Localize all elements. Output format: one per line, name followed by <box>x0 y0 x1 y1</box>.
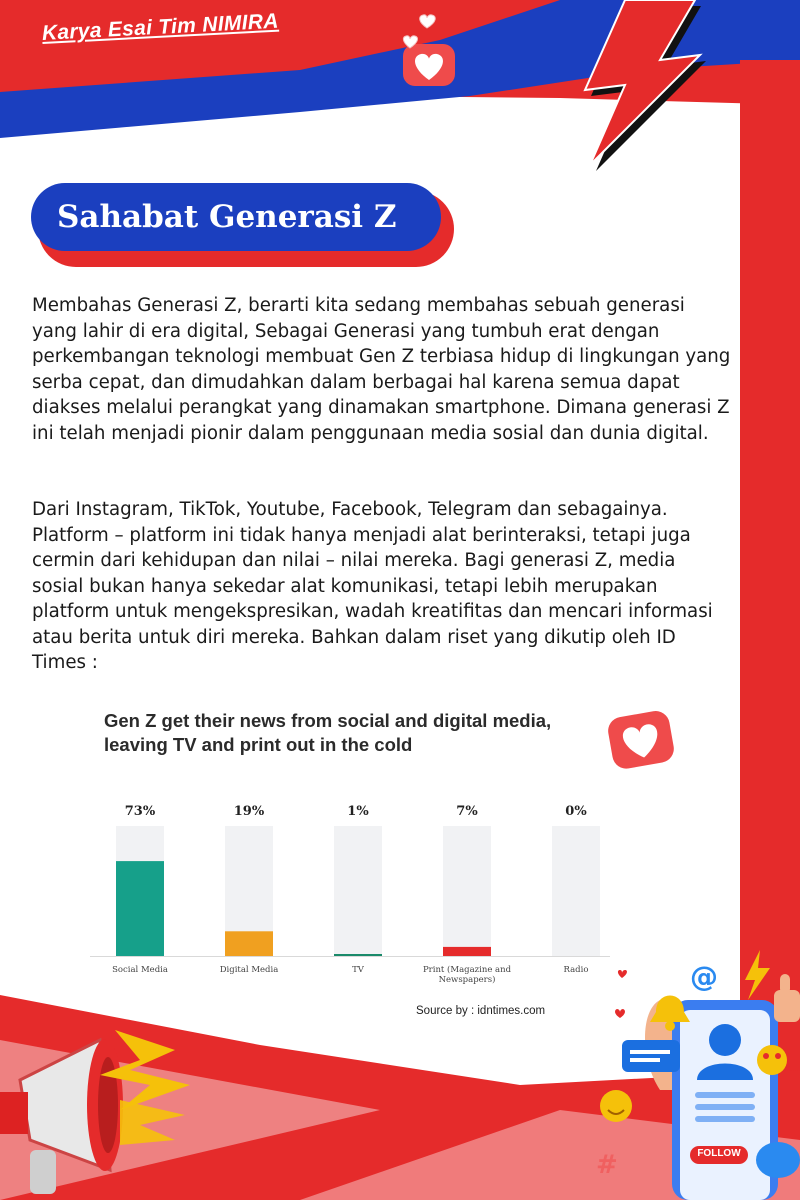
bar-value-label: 19% <box>233 804 265 819</box>
category-label: Print (Magazine and Newspapers) <box>422 965 512 985</box>
bar-value-label: 7% <box>456 804 478 819</box>
chart-title: Gen Z get their news from social and digital media, leaving TV and print out in the cold <box>104 710 552 755</box>
source-caption: Source by : idntimes.com <box>416 1005 546 1017</box>
category-label: Social Media <box>112 965 168 975</box>
bar <box>334 954 382 956</box>
bar-value-label: 73% <box>124 804 156 819</box>
category-label: TV <box>352 965 364 975</box>
bar-chart <box>90 790 610 990</box>
bar <box>225 931 273 956</box>
hash-symbol-icon: # <box>596 1150 618 1180</box>
category-label: Radio <box>563 965 589 975</box>
heart-icon <box>618 970 627 978</box>
bar-value-label: 1% <box>347 804 369 819</box>
at-symbol-icon: @ <box>690 960 718 993</box>
bar <box>443 947 491 956</box>
bar-track <box>334 826 382 956</box>
heart-icon <box>606 709 676 771</box>
section-title-pill <box>31 183 441 251</box>
section-title: Sahabat Generasi Z <box>57 199 397 235</box>
heart-icon <box>615 1009 625 1018</box>
header-title: Karya Esai Tim NIMIRA <box>41 9 280 45</box>
bar-value-label: 0% <box>565 804 587 819</box>
bar-track <box>443 826 491 956</box>
body-paragraph-2: Dari Instagram, TikTok, Youtube, Facebook, Telegram dan sebagainya. Platform – platform ini tidak hanya menjadi alat berinteraksi, tetapi juga cermin dari kehidupan dan nilai – nilai mereka. Bagi generasi Z, media sosial bukan hanya sekedar alat komunikasi, tetapi lebih merupakan platform untuk mengekspresikan, wadah kreatifitas dan mencari informasi atau berita untuk diri mereka. Bahkan dalam riset yang dikutip oleh ID Times : <box>32 499 713 673</box>
bar-track <box>552 826 600 956</box>
category-label: Digital Media <box>219 965 279 975</box>
body-paragraph-1: Membahas Generasi Z, berarti kita sedang membahas sebuah generasi yang lahir di era digital, Sebagai Generasi yang tumbuh erat dengan perkembangan teknologi membuat Gen Z terbiasa hidup di lingkungan yang serba cepat, dan dimudahkan dalam berbagai hal karena semua dapat diakses melalui perangkat yang dinamakan smartphone. Dimana generasi Z ini telah menjadi pionir dalam penggunaan media sosial dan dunia digital. <box>32 295 731 444</box>
bar <box>116 861 164 956</box>
follow-label: FOLLOW <box>697 1148 741 1159</box>
